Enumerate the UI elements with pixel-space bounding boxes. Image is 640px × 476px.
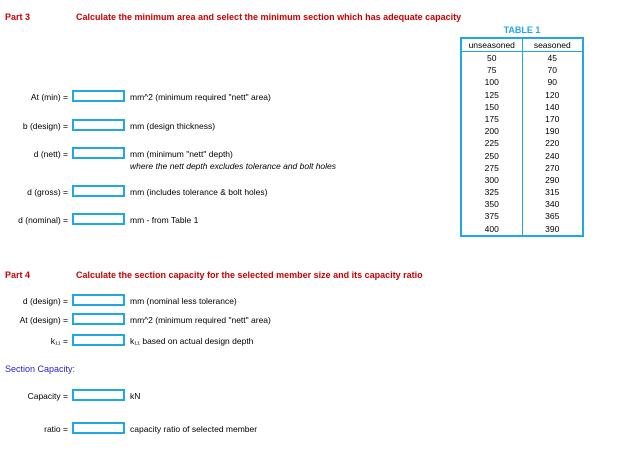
b-design-desc: mm (design thickness) bbox=[130, 121, 216, 131]
d-nominal-label: d (nominal) = bbox=[18, 215, 68, 225]
table1-cell-unseasoned: 275 bbox=[462, 162, 523, 174]
table1-row bbox=[462, 210, 582, 222]
at-design-desc: mm^2 (minimum required "nett" area) bbox=[130, 315, 271, 325]
table1-header-seasoned: seasoned bbox=[533, 40, 571, 50]
table1-cell-seasoned: 390 bbox=[545, 223, 560, 234]
table1-row bbox=[462, 186, 582, 198]
table1-row bbox=[462, 150, 582, 162]
part4-heading: Calculate the section capacity for the selected member size and its capacity ratio bbox=[76, 270, 423, 280]
part3-label: Part 3 bbox=[5, 12, 31, 22]
table1-cell-unseasoned: 400 bbox=[462, 223, 523, 235]
table1-cell-unseasoned: 250 bbox=[462, 150, 523, 162]
d-design-label: d (design) = bbox=[22, 296, 68, 306]
b-design-input[interactable] bbox=[72, 119, 125, 131]
table1-row bbox=[462, 198, 582, 210]
ratio-desc: capacity ratio of selected member bbox=[130, 424, 258, 434]
table1-cell-seasoned: 240 bbox=[545, 150, 560, 161]
part4-label: Part 4 bbox=[5, 270, 31, 280]
table1-cell-unseasoned: 175 bbox=[462, 113, 523, 125]
table1-cell-seasoned: 315 bbox=[545, 187, 560, 198]
table1-header-unseasoned: unseasoned bbox=[462, 39, 523, 51]
table1-body bbox=[462, 52, 582, 235]
table1-row bbox=[462, 174, 582, 186]
at-design-label: At (design) = bbox=[19, 315, 68, 325]
table1-cell-seasoned: 290 bbox=[545, 174, 560, 185]
capacity-label: Capacity = bbox=[27, 391, 68, 401]
table1-row bbox=[462, 52, 582, 64]
table1-cell-unseasoned: 300 bbox=[462, 174, 523, 186]
table1-cell-seasoned: 90 bbox=[547, 77, 557, 88]
table1-header bbox=[462, 39, 582, 52]
at-min-desc: mm^2 (minimum required "nett" area) bbox=[130, 92, 271, 102]
table1-cell-seasoned: 45 bbox=[547, 53, 557, 63]
table1-row bbox=[462, 223, 582, 235]
table1-row bbox=[462, 137, 582, 149]
d-nett-input[interactable] bbox=[72, 147, 125, 159]
table1-cell-seasoned: 365 bbox=[545, 211, 560, 222]
table1-cell-unseasoned: 50 bbox=[462, 52, 523, 64]
table1-title: TABLE 1 bbox=[503, 25, 541, 35]
at-min-input[interactable] bbox=[72, 90, 125, 102]
k11-label: k₁₁ = bbox=[50, 336, 68, 346]
capacity-desc: kN bbox=[130, 391, 141, 401]
d-nett-note: where the nett depth excludes tolerance and bolt holes bbox=[130, 161, 337, 171]
at-design-input[interactable] bbox=[72, 313, 125, 325]
table1-cell-seasoned: 270 bbox=[545, 162, 560, 173]
table1-row bbox=[462, 101, 582, 113]
table1-cell-unseasoned: 75 bbox=[462, 64, 523, 76]
k11-input[interactable] bbox=[72, 334, 125, 346]
table1-row bbox=[462, 89, 582, 101]
table1-cell-unseasoned: 100 bbox=[462, 76, 523, 88]
table1-cell-seasoned: 140 bbox=[545, 101, 560, 112]
ratio-input[interactable] bbox=[72, 422, 125, 434]
table1-row bbox=[462, 125, 582, 137]
table1-cell-seasoned: 190 bbox=[545, 126, 560, 137]
at-min-label: At (min) = bbox=[30, 92, 68, 102]
table1-cell-unseasoned: 125 bbox=[462, 89, 523, 101]
table1-cell-unseasoned: 325 bbox=[462, 186, 523, 198]
d-nett-desc: mm (minimum "nett" depth) bbox=[130, 149, 233, 159]
table1-cell-unseasoned: 375 bbox=[462, 210, 523, 222]
table1-cell-unseasoned: 150 bbox=[462, 101, 523, 113]
ratio-label: ratio = bbox=[44, 424, 68, 434]
table1-cell-unseasoned: 200 bbox=[462, 125, 523, 137]
k11-desc: k₁₁ based on actual design depth bbox=[130, 336, 254, 346]
section-capacity-title: Section Capacity: bbox=[5, 364, 76, 374]
d-gross-desc: mm (includes tolerance & bolt holes) bbox=[130, 187, 268, 197]
part3-heading: Calculate the minimum area and select the minimum section which has adequate capacity bbox=[76, 12, 462, 22]
table1-cell-seasoned: 170 bbox=[545, 113, 560, 124]
d-gross-input[interactable] bbox=[72, 185, 125, 197]
capacity-input[interactable] bbox=[72, 389, 125, 401]
table1-cell-unseasoned: 350 bbox=[462, 198, 523, 210]
b-design-label: b (design) = bbox=[22, 121, 68, 131]
d-gross-label: d (gross) = bbox=[27, 187, 68, 197]
d-nett-label: d (nett) = bbox=[33, 149, 68, 159]
d-nominal-desc: mm - from Table 1 bbox=[130, 215, 199, 225]
table1-cell-seasoned: 220 bbox=[545, 138, 560, 149]
table1-cell-seasoned: 120 bbox=[545, 89, 560, 100]
d-design-desc: mm (nominal less tolerance) bbox=[130, 296, 237, 306]
table1-cell-seasoned: 340 bbox=[545, 199, 560, 210]
table1-row bbox=[462, 113, 582, 125]
table1-cell-seasoned: 70 bbox=[547, 65, 557, 76]
table1-row bbox=[462, 162, 582, 174]
table1-row bbox=[462, 64, 582, 76]
table1-cell-unseasoned: 225 bbox=[462, 137, 523, 149]
table1 bbox=[460, 37, 584, 237]
d-design-input[interactable] bbox=[72, 294, 125, 306]
d-nominal-input[interactable] bbox=[72, 213, 125, 225]
table1-row bbox=[462, 76, 582, 88]
